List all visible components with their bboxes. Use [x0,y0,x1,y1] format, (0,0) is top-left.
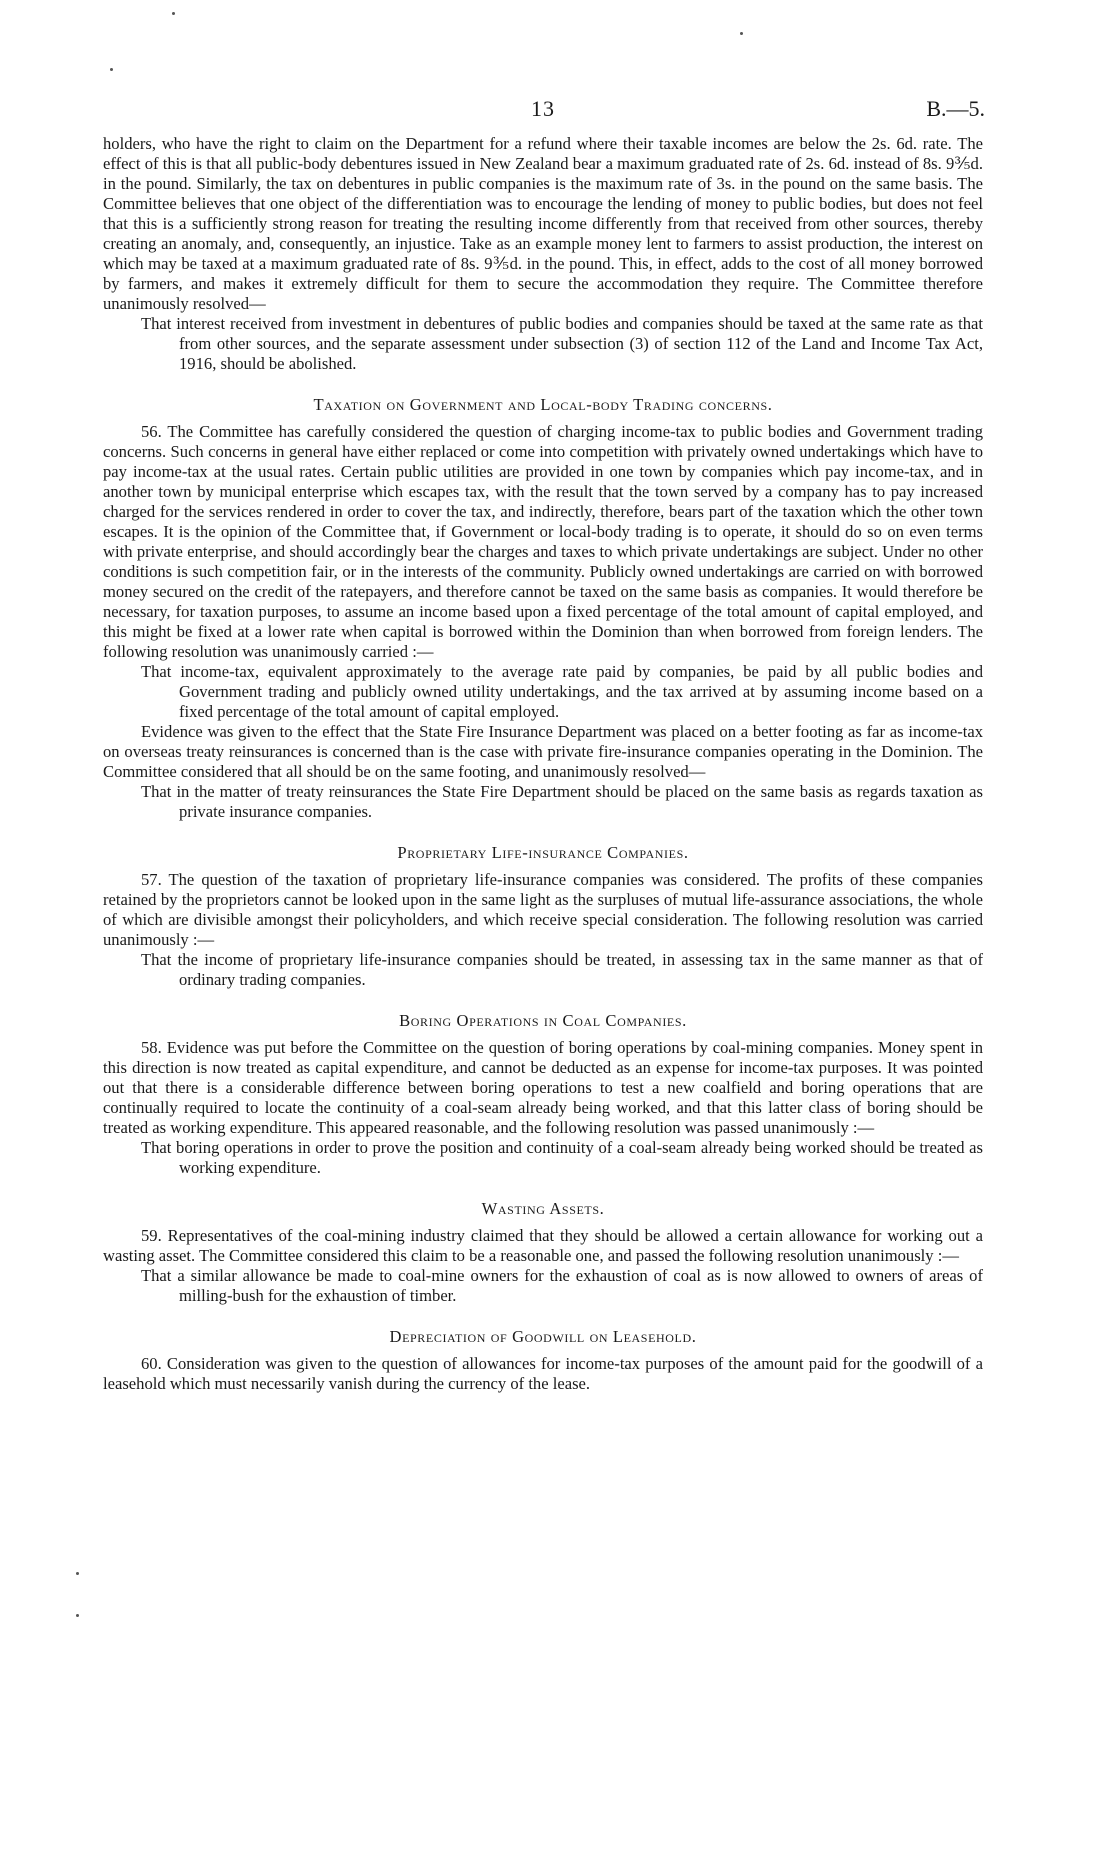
section-heading-57: Proprietary Life-insurance Companies. [397,843,689,862]
document-reference: B.—5. [926,96,985,121]
section-heading-60: Depreciation of Goodwill on Leasehold. [389,1327,697,1346]
resolution-debentures: That interest received from investment in debentures of public bodies and companies should be taxed at the same rate as that from other sources, and the separate assessment under subsection (3) of section 112 of the Land and Income Tax Act, 1916, should be abolished. [141,314,983,373]
scan-speck [76,1572,79,1575]
paragraph-intro: holders, who have the right to claim on the Department for a refund where their taxable incomes are below the 2s. 6d. rate. The effect of this is that all public-body debentures issued in New Zealand bear a maximum graduated rate of 2s. 6d. instead of 8s. 9⅗d. in the pound. Similarly, the tax on debentures in public companies is the maximum rate of 3s. in the pound on the same basis. The Committee believes that one object of the differentiation was to encourage the lending of money to public bodies, but does not feel that this is a sufficiently strong reason for treating the resulting income differently from that received from other sources, thereby creating an anomaly, and, consequently, an injustice. Take as an example money lent to farmers to assist production, the interest on which may be taxed at a maximum graduated rate of 8s. 9⅗d. in the pound. This, in effect, adds to the cost of all money borrowed by farmers, and makes it extremely difficult for them to secure the accommodation they require. The Committee therefore unanimously resolved— [103,134,983,313]
resolution-56a: That income-tax, equivalent approximately to the average rate paid by companies, be paid by all public bodies and Government trading and publicly owned utility undertakings, and the tax arrived at by assuming income based on a fixed percentage of the total amount of capital employed. [141,662,983,721]
section-heading-59: Wasting Assets. [481,1199,605,1218]
paragraph-56b: Evidence was given to the effect that the State Fire Insurance Department was placed on a better footing as far as income-tax on overseas treaty reinsurances is concerned than is the case with private fire-insurance companies operating in the Dominion. The Committee considered that all should be on the same footing, and unanimously resolved— [103,722,983,781]
scan-speck [110,68,113,71]
section-heading-58: Boring Operations in Coal Companies. [399,1011,687,1030]
scan-speck [740,32,743,35]
resolution-56b: That in the matter of treaty reinsurances the State Fire Department should be placed on the same basis as regards taxation as private insurance companies. [141,782,983,821]
page-number: 13 [531,96,555,121]
paragraph-58: 58. Evidence was put before the Committee on the question of boring operations by coal-mining companies. Money spent in this direction is now treated as capital expenditure, and cannot be deducted as an expense for income-tax purposes. It was pointed out that there is a considerable difference between boring operations to test a new coalfield and boring operations that are continually required to locate the continuity of a coal-seam already being worked, and that this latter class of boring should be treated as working expenditure. This appeared reasonable, and the following resolution was passed unanimously :— [103,1038,983,1137]
paragraph-57: 57. The question of the taxation of proprietary life-insurance companies was considered. The profits of these companies retained by the proprietors cannot be looked upon in the same light as the surpluses of mutual life-assurance associations, the whole of which are divisible amongst their policyholders, and which receive special consideration. The following resolution was carried unanimously :— [103,870,983,949]
paragraph-56: 56. The Committee has carefully considered the question of charging income-tax to public bodies and Government trading concerns. Such concerns in general have either replaced or come into competition with privately owned undertakings which have to pay income-tax at the usual rates. Certain public utilities are provided in one town by companies which pay income-tax, and in another town by municipal enterprise which escapes tax, with the result that the town served by a company has to pay increased charged for the services rendered in order to cover the tax, and indirectly, therefore, bears part of the taxation which the other town escapes. It is the opinion of the Committee that, if Government or local-body trading is to operate, it should do so on even terms with private enterprise, and should accordingly bear the charges and taxes to which private undertakings are subject. Under no other conditions is such competition fair, or in the interests of the community. Publicly owned undertakings are carried on with borrowed money secured on the credit of the ratepayers, and therefore cannot be taxed on the same basis as companies. It would therefore be necessary, for taxation purposes, to assume an income based upon a fixed percentage of the total amount of capital employed, and this might be fixed at a lower rate when capital is borrowed within the Dominion than when borrowed from foreign lenders. The following resolution was unanimously carried :— [103,422,983,661]
resolution-59: That a similar allowance be made to coal-mine owners for the exhaustion of coal as is now allowed to owners of areas of milling-bush for the exhaustion of timber. [141,1266,983,1305]
paragraph-59: 59. Representatives of the coal-mining industry claimed that they should be allowed a certain allowance for working out a wasting asset. The Committee considered this claim to be a reasonable one, and passed the following resolution unanimously :— [103,1226,983,1265]
section-heading-56: Taxation on Government and Local-body Trading concerns. [313,395,773,414]
paragraph-60: 60. Consideration was given to the question of allowances for income-tax purposes of the amount paid for the goodwill of a leasehold which must necessarily vanish during the currency of the lease. [103,1354,983,1393]
resolution-58: That boring operations in order to prove the position and continuity of a coal-seam already being worked should be treated as working expenditure. [141,1138,983,1177]
resolution-57: That the income of proprietary life-insurance companies should be treated, in assessing tax in the same manner as that of ordinary trading companies. [141,950,983,989]
scan-speck [172,12,175,15]
scan-speck [76,1614,79,1617]
page-header [103,96,983,134]
